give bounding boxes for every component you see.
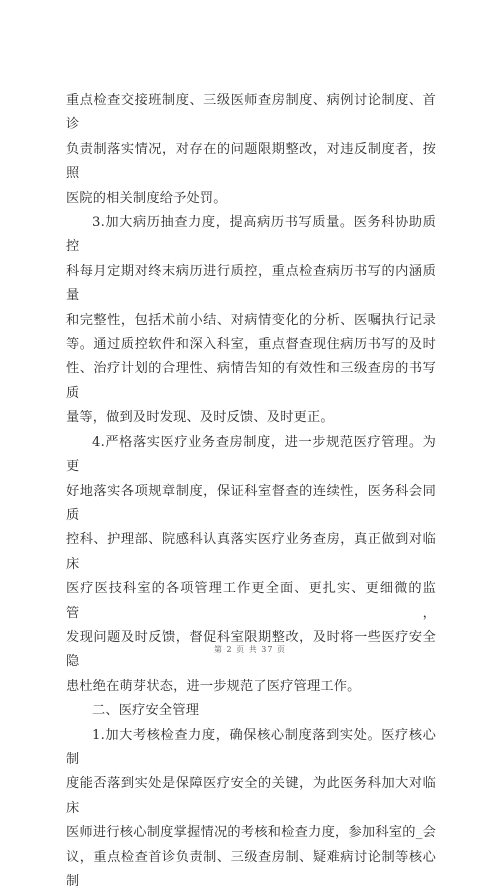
text-line: 控科、护理部、院感科认真落实医疗业务查房，真正做到对临床: [66, 532, 436, 572]
paragraph: [66, 431, 436, 699]
text-line: 科每月定期对终末病历进行质控，重点检查病历书写的内涵质量: [66, 263, 436, 304]
text-line: 医师进行核心制度掌握情况的考核和检查力度，参加科室的_会: [66, 825, 436, 841]
text-line: 负责制落实情况，对存在的问题限期整改，对违反制度者，按照: [66, 141, 436, 182]
text-line: 度能否落到实处是保障医疗安全的关键，为此医务科加大对临床: [66, 776, 436, 816]
text-line: 重点检查交接班制度、三级医师查房制度、病例讨论制度、首诊: [66, 93, 436, 133]
text-line: 和完整性，包括术前小结、对病情变化的分析、医嘱执行记录: [66, 312, 436, 328]
text-line: 量等，做到及时发现、及时反馈、及时更正。: [66, 410, 334, 426]
text-line: 性、治疗计划的合理性、病情告知的有效性和三级查房的书写质: [66, 361, 436, 401]
text-line: 议，重点检查首诊负责制、三级查房制、疑难病讨论制等核心制: [66, 849, 436, 889]
text-line: 发现问题及时反馈，督促科室限期整改，及时将一些医疗安全隐: [66, 629, 436, 670]
document-body: [66, 89, 436, 894]
text-line: 患杜绝在萌芽状态，进一步规范了医疗管理工作。: [66, 678, 361, 694]
paragraph: [66, 89, 436, 211]
text-line: 1.加大考核检查力度，确保核心制度落到实处。医疗核心制: [66, 727, 436, 767]
paragraph: [66, 724, 436, 894]
text-line: 4.严格落实医疗业务查房制度，进一步规范医疗管理。为更: [66, 434, 436, 475]
paragraph: [66, 211, 436, 431]
section-heading: 二、医疗安全管理: [92, 703, 200, 719]
text-line: 医疗医技科室的各项管理工作更全面、更扎实、更细微的监管，: [66, 581, 436, 621]
text-line: 医院的相关制度给予处罚。: [66, 190, 227, 206]
text-line: 3.加大病历抽查力度，提高病历书写质量。医务科协助质控: [66, 215, 436, 255]
page-footer: 第 2 页 共 37 页: [214, 645, 286, 654]
text-line: 好地落实各项规章制度，保证科室督查的连续性，医务科会同质: [66, 483, 436, 523]
text-line: 等。通过质控软件和深入科室，重点督查现住病历书写的及时: [66, 337, 436, 353]
